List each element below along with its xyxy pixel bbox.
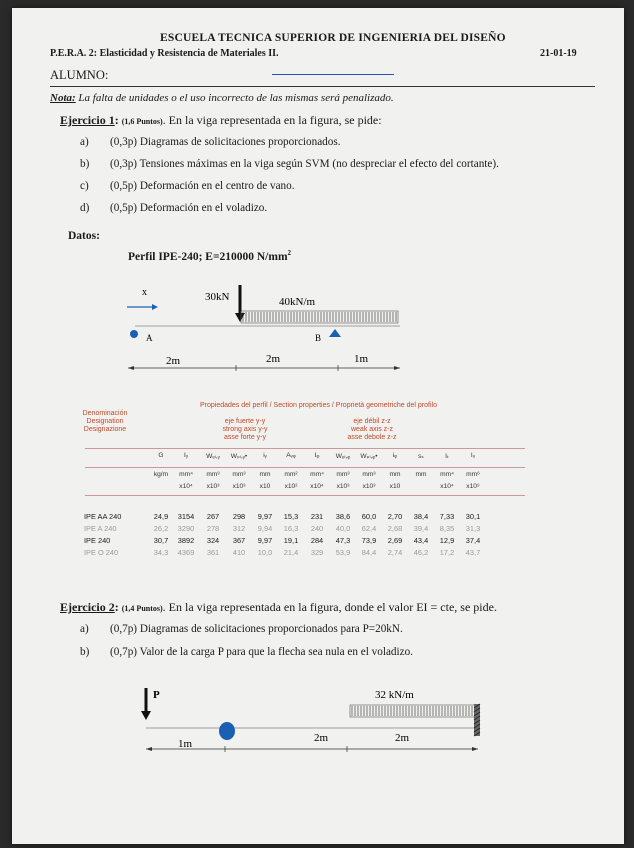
table-cell: 329: [310, 548, 324, 557]
table-cell: 284: [310, 536, 324, 545]
table-cell: 298: [232, 512, 246, 521]
weak-axis-header: eje débil z-z weak axis z-z asse debole z-z: [347, 418, 397, 441]
table-cell: 12,9: [439, 536, 455, 545]
table-cell: x10³: [206, 483, 220, 490]
table-caption: Propiedades del perfil / Section properties / Proprietà geometriche del profilo: [200, 402, 437, 409]
table-cell: 410: [232, 548, 246, 557]
table-cell: 4369: [177, 548, 195, 557]
exercise1-item-c: c) (0,5p) Deformación en el centro de vano.: [80, 180, 295, 192]
table-cell: x10⁴: [440, 483, 454, 490]
exercise2-intro: . En la viga representada en la figura, donde el valor EI = cte, se pide.: [162, 600, 497, 614]
table-cell: 39,4: [413, 524, 429, 533]
table-cell: 7,33: [439, 512, 455, 521]
table-cell: mm⁶: [466, 471, 480, 478]
fixed-support: [474, 704, 480, 736]
table-cell: 38,6: [335, 512, 351, 521]
designation-header: Denominación Designation Designazione: [82, 410, 128, 433]
table-cell: 3892: [177, 536, 195, 545]
table-cell: 26,2: [153, 524, 169, 533]
table-cell: 62,4: [361, 524, 377, 533]
table-cell: mm²: [284, 471, 298, 478]
table-cell: mm³: [362, 471, 376, 478]
table-cell: 53,9: [335, 548, 351, 557]
exercise2-heading: Ejercicio 2: (1,4 Puntos). En la viga representada en la figura, donde el valor EI = cte, se pide.: [60, 600, 497, 614]
table-cell: 9,97: [257, 512, 273, 521]
note-label: Nota:: [50, 92, 76, 104]
table-cell: 16,3: [283, 524, 299, 533]
course-title: P.E.R.A. 2: Elasticidad y Resistencia de Materiales II.: [50, 48, 279, 59]
table-cell: 2,70: [387, 512, 403, 521]
table-cell: x10³: [336, 483, 350, 490]
table-cell: 240: [310, 524, 324, 533]
point-load-label: 30kN: [205, 291, 230, 303]
table-cell: kg/m: [153, 471, 169, 478]
table-cell: x10: [389, 483, 401, 490]
table-cell: x10⁴: [179, 483, 193, 490]
table-cell: mm³: [232, 471, 246, 478]
table-cell: 43,7: [465, 548, 481, 557]
table-cell: mm³: [206, 471, 220, 478]
dimension-line-2: [146, 746, 478, 752]
table-cell: 43,4: [413, 536, 429, 545]
row-name: IPE A 240: [84, 524, 117, 533]
table-cell: 367: [232, 536, 246, 545]
table-cell: mm: [389, 471, 401, 478]
table-cell: 312: [232, 524, 246, 533]
dimension-1: 2m: [166, 355, 181, 367]
table-cell: Wₚₗ,ᵩ•: [360, 453, 378, 460]
exam-date: 21-01-19: [540, 48, 577, 59]
table-cell: iᵧ: [263, 452, 267, 459]
table-cell: 46,2: [413, 548, 429, 557]
table-cell: 324: [206, 536, 220, 545]
table-cell: 30,7: [153, 536, 169, 545]
table-cell: x10⁹: [466, 483, 480, 490]
dimension-3: 1m: [354, 353, 369, 365]
table-cell: 60,0: [361, 512, 377, 521]
exercise1-heading: Ejercicio 1: (1,6 Puntos). En la viga representada en la figura, se pide:: [60, 113, 382, 127]
table-cell: Iᵩ: [314, 452, 320, 459]
table-cell: 9,94: [257, 524, 273, 533]
exercise2-item-b: b) (0,7p) Valor de la carga P para que la flecha sea nula en el voladizo.: [80, 646, 413, 658]
exercise2-points: (1,4 Puntos): [121, 604, 163, 613]
dimension-2-2: 2m: [314, 732, 329, 744]
table-cell: 37,4: [465, 536, 481, 545]
note-text: La falta de unidades o el uso incorrecto de las mismas será penalizado.: [75, 92, 394, 104]
table-cell: Iₜ: [445, 453, 449, 460]
exercise1-item-b: b) (0,3p) Tensiones máximas en la viga según SVM (no despreciar el efecto del cortante).: [80, 158, 499, 170]
load-p-arrow: [141, 688, 151, 720]
table-cell: 361: [206, 548, 220, 557]
table-cell: mm⁴: [440, 471, 454, 478]
table-cell: x10³: [362, 483, 376, 490]
row-name: IPE AA 240: [84, 512, 122, 521]
table-cell: 21,4: [283, 548, 299, 557]
table-cell: mm⁴: [310, 471, 324, 478]
table-cell: Iᵤ: [470, 452, 476, 459]
exercise1-points: (1,6 Puntos): [121, 117, 163, 126]
exercise1-item-d: d) (0,5p) Deformación en el voladizo.: [80, 202, 268, 214]
student-label: ALUMNO:: [50, 68, 109, 82]
table-cell: 231: [310, 512, 324, 521]
table-cell: 19,1: [283, 536, 299, 545]
table-cell: 3290: [177, 524, 195, 533]
row-name: IPE O 240: [84, 548, 119, 557]
distributed-load-2: [350, 705, 478, 717]
table-cell: 38,4: [413, 512, 429, 521]
table-cell: 3154: [177, 512, 195, 521]
table-cell: 8,35: [439, 524, 455, 533]
table-cell: 24,9: [153, 512, 169, 521]
table-cell: 34,3: [153, 548, 169, 557]
data-label: Datos:: [68, 230, 100, 242]
table-cell: Iᵧ: [184, 452, 188, 459]
distributed-load-label: 40kN/m: [279, 296, 316, 308]
profile-data: Perfil IPE-240; E=210000 $N/mm^2$: [128, 249, 292, 263]
table-cell: x10²: [284, 483, 298, 490]
table-cell: Wₑₗ,ᵩ: [335, 453, 351, 460]
table-cell: 31,3: [465, 524, 481, 533]
table-cell: 15,3: [283, 512, 299, 521]
table-cell: G: [158, 452, 164, 459]
table-cell: 2,69: [387, 536, 403, 545]
table-cell: 2,74: [387, 548, 403, 557]
exercise1-title: Ejercicio 1: [60, 113, 115, 127]
table-cell: 278: [206, 524, 220, 533]
table-cell: mm: [259, 471, 271, 478]
dimension-2-1: 1m: [178, 738, 193, 750]
table-cell: 73,9: [361, 536, 377, 545]
exercise1-intro: . En la viga representada en la figura, se pide:: [162, 113, 382, 127]
table-cell: 84,4: [361, 548, 377, 557]
svg-text:x: x: [142, 287, 147, 298]
table-cell: iᵩ: [392, 452, 398, 459]
table-cell: 47,3: [335, 536, 351, 545]
table-cell: sₛ: [418, 453, 424, 460]
school-title: ESCUELA TECNICA SUPERIOR DE INGENIERIA DEL DISEÑO: [160, 32, 506, 44]
exercise2-title: Ejercicio 2: [60, 600, 115, 614]
exercise2-item-a: a) (0,7p) Diagramas de solicitaciones proporcionados para P=20kN.: [80, 623, 403, 635]
exercise1-item-a: a) (0,3p) Diagramas de solicitaciones proporcionados.: [80, 136, 341, 148]
dimension-2-3: 2m: [395, 732, 410, 744]
support-pin-2: [219, 722, 235, 740]
support-a-label: A: [146, 333, 153, 343]
support-b-label: B: [315, 333, 322, 343]
table-cell: x10³: [232, 483, 246, 490]
table-cell: 30,1: [465, 512, 481, 521]
row-name: IPE 240: [84, 536, 111, 545]
table-cell: Wₚₗ,ᵧ•: [230, 453, 248, 460]
table-cell: 10,0: [257, 548, 273, 557]
distributed-load-2-label: 32 kN/m: [375, 689, 414, 701]
table-cell: Aᵥᵩ: [286, 452, 296, 459]
table-cell: 2,68: [387, 524, 403, 533]
table-cell: 9,97: [257, 536, 273, 545]
dimension-2: 2m: [266, 353, 281, 365]
table-cell: x10: [259, 483, 271, 490]
table-cell: mm⁴: [179, 471, 193, 478]
table-cell: x10⁴: [310, 483, 324, 490]
table-cell: mm: [415, 471, 427, 478]
table-cell: 267: [206, 512, 220, 521]
table-cell: 17,2: [439, 548, 455, 557]
table-cell: Wₑₗ,ᵧ: [206, 453, 220, 460]
table-cell: mm³: [336, 471, 350, 478]
load-p-label: P: [153, 689, 160, 701]
strong-axis-header: eje fuerte y-y strong axis y-y asse forte y-y: [222, 418, 268, 441]
table-cell: 40,0: [335, 524, 351, 533]
